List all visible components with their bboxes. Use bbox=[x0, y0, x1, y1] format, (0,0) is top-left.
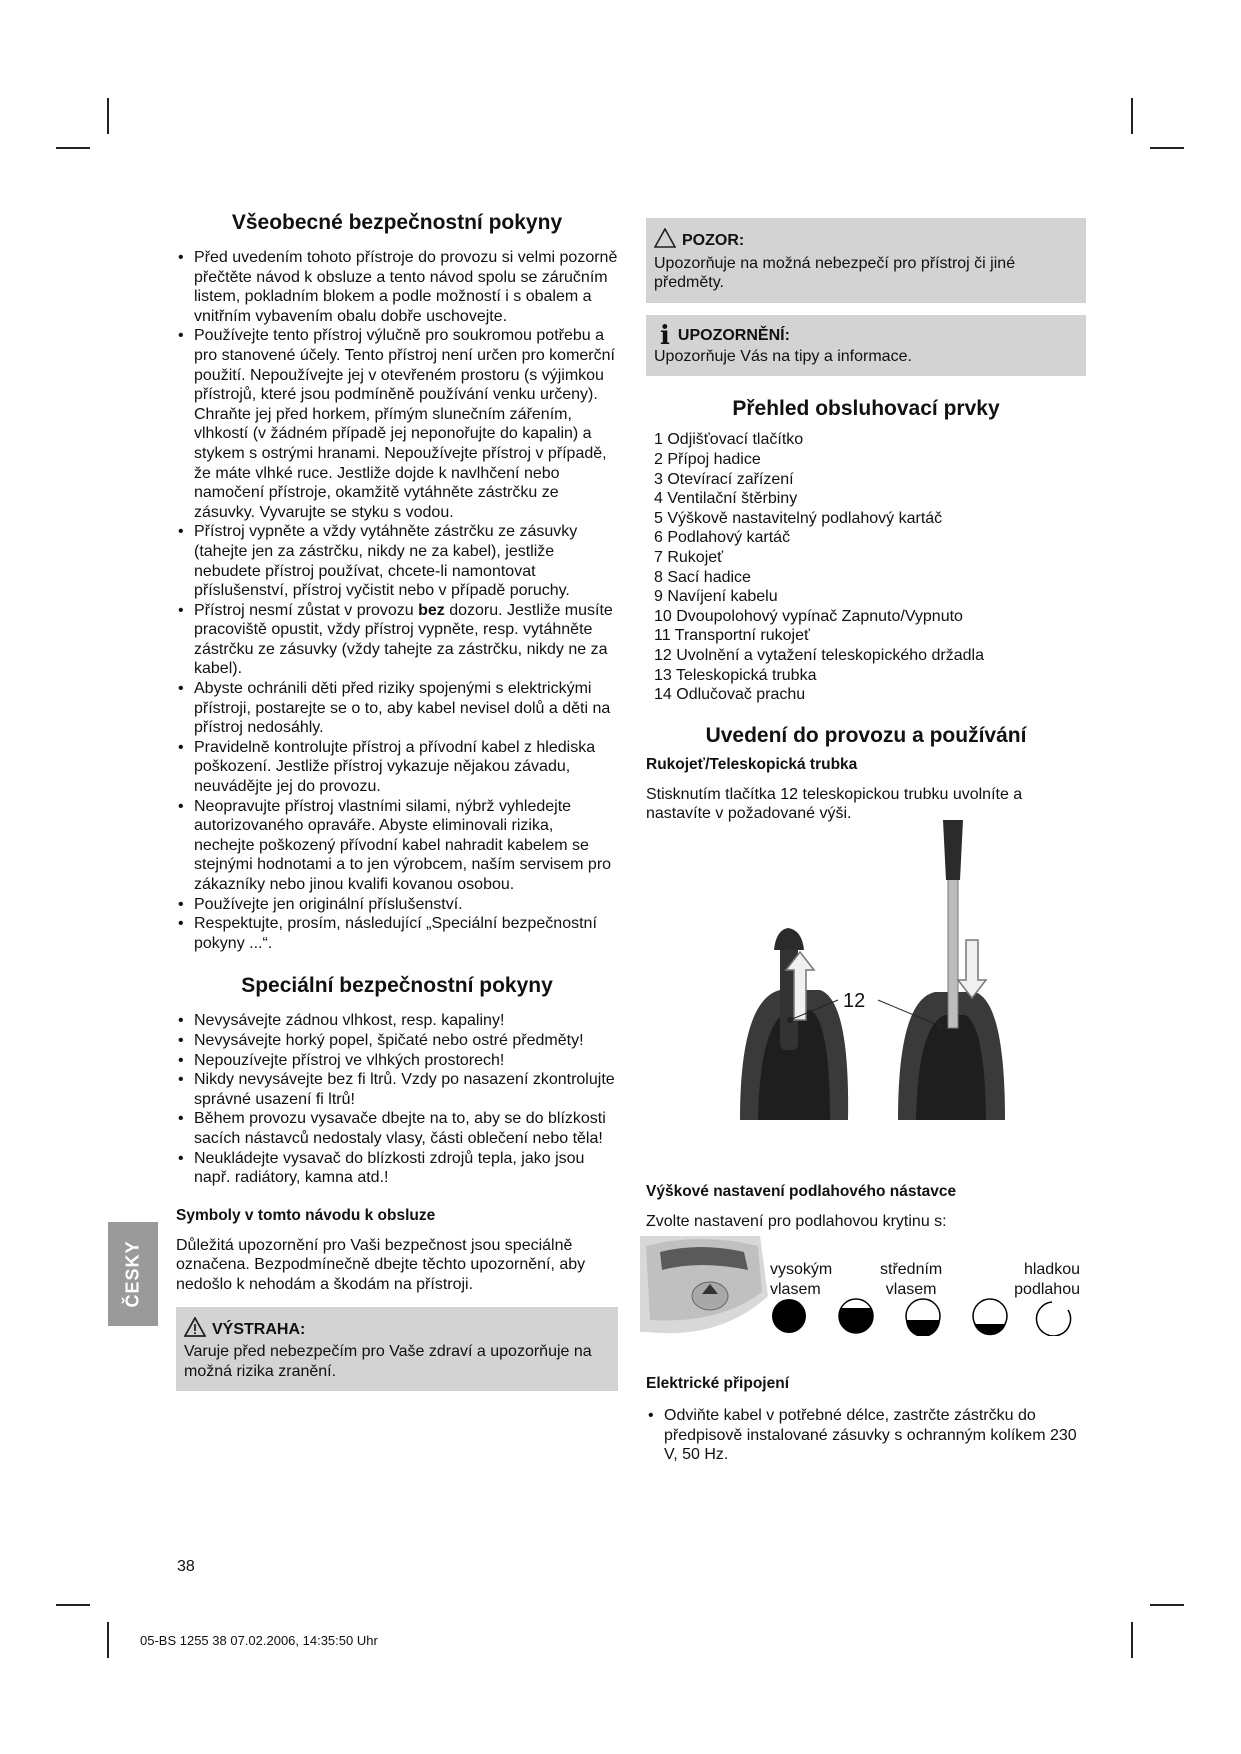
level-label: vlasem bbox=[770, 1281, 821, 1298]
list-item: 10 Dvoupolohový vypínač Zapnuto/Vypnuto bbox=[654, 607, 963, 625]
crop-mark bbox=[1131, 98, 1133, 134]
list-item: • Abyste ochránili děti před riziky spojenými s elektrickými přístroji, postarejte se o to, aby kabel nevisel dolů a děti na přístroj nedosáhly. bbox=[176, 679, 618, 738]
list-item: • Odviňte kabel v potřebné délce, zastrčte zástrčku do předpisově instalované zásuvky s ochranným kolíkem 230 V, 50 Hz. bbox=[646, 1406, 1086, 1465]
crop-mark bbox=[56, 147, 90, 149]
height-heading: Výškové nastavení podlahového nástavce bbox=[646, 1183, 957, 1200]
right-column bbox=[646, 218, 1086, 824]
caution-text: Upozorňuje na možná nebezpečí pro přístroj či jiné předměty. bbox=[654, 254, 1016, 292]
special-safety-list bbox=[176, 1011, 618, 1187]
list-item: 12 Uvolnění a vytažení teleskopického držadla bbox=[654, 646, 984, 664]
warning-title-row bbox=[184, 1317, 610, 1343]
electric-list bbox=[646, 1406, 1086, 1465]
crop-mark bbox=[1150, 1604, 1184, 1606]
general-safety-title: Všeobecné bezpečnostní pokyny bbox=[231, 211, 563, 234]
list-item: • Nevysávejte zádnou vlhkost, resp. kapaliny! bbox=[176, 1011, 618, 1031]
handle-heading: Rukojeť/Teleskopická trubka bbox=[646, 755, 858, 773]
crop-mark bbox=[107, 98, 109, 134]
electric-section bbox=[646, 1374, 1086, 1465]
note-box bbox=[646, 315, 1086, 377]
list-item: • Před uvedením tohoto přístroje do provozu si velmi pozorně přečtěte návod k obsluze a tento návod spolu se záručním listem, pokladním blokem a podle možností i s obalem a vnitřním vybavením obalu dobře uschovejte. bbox=[176, 248, 618, 326]
item-bold: bez bbox=[418, 601, 445, 619]
caution-title-row bbox=[654, 228, 1078, 254]
warning-triangle-icon bbox=[184, 1317, 206, 1343]
general-safety-list bbox=[176, 248, 618, 953]
crop-mark bbox=[56, 1604, 90, 1606]
symbols-text: Důležitá upozornění pro Vaši bezpečnost jsou speciálně označena. Bezpodmínečně dbejte těchto upozornění, aby nedošlo k nehodám a škodám na přístroji. bbox=[176, 1236, 586, 1293]
list-item: 1 Odjišťovací tlačítko bbox=[654, 431, 804, 449]
special-safety-title: Speciální bezpečnostní pokyny bbox=[241, 974, 553, 998]
language-tab-label: ČESKY bbox=[122, 1240, 143, 1308]
warning-text: Varuje před nebezpečím pro Vaše zdraví a upozorňuje na možná rizika zranění. bbox=[184, 1343, 592, 1380]
height-section bbox=[646, 1182, 1086, 1232]
level-label: podlahou bbox=[1014, 1281, 1080, 1298]
callout-number: 12 bbox=[843, 990, 866, 1012]
controls-title: Přehled obsluhovací prvky bbox=[732, 397, 1000, 421]
note-title: UPOZORNĚNÍ: bbox=[677, 326, 790, 344]
caution-box bbox=[646, 218, 1086, 303]
crop-mark bbox=[107, 1622, 109, 1658]
floor-setting-panel bbox=[640, 1236, 1080, 1336]
level-label: hladkou bbox=[1023, 1261, 1080, 1278]
list-item: 2 Přípoj hadice bbox=[654, 450, 761, 468]
electric-heading: Elektrické připojení bbox=[646, 1375, 789, 1392]
warning-title: VÝSTRAHA: bbox=[212, 1320, 306, 1338]
crop-mark bbox=[1150, 147, 1184, 149]
list-item bbox=[176, 601, 618, 679]
level-medium bbox=[880, 1260, 942, 1300]
warning-box bbox=[176, 1307, 618, 1392]
list-item: 4 Ventilační štěrbiny bbox=[654, 490, 798, 508]
handle-text: Stisknutím tlačítka 12 teleskopickou trubku uvolníte a nastavíte v požadované výši. bbox=[646, 785, 1023, 823]
print-footer: 05-BS 1255 38 07.02.2006, 14:35:50 Uhr bbox=[140, 1633, 378, 1648]
level-label: středním bbox=[880, 1261, 943, 1278]
list-item: • Používejte jen originální příslušenství. bbox=[176, 895, 618, 915]
page-number: 38 bbox=[177, 1558, 195, 1575]
level-high bbox=[770, 1260, 832, 1300]
controls-list bbox=[646, 430, 1086, 704]
list-item: • Neopravujte přístroj vlastními silami, nýbrž vyhledejte autorizovaného opraváře. Abyste eliminovali rizika, nechejte poškozený přívodní kabel nahradit kabelem se stejnými hodnotami a to jen výrobcem, naším servisem pro zákazníky nebo jinou kvalifi kovanou osobou. bbox=[176, 797, 618, 895]
usage-title: Uvedení do provozu a používání bbox=[705, 723, 1027, 747]
list-item: 6 Podlahový kartáč bbox=[654, 529, 791, 547]
level-smooth bbox=[1002, 1260, 1080, 1300]
item-text: Přístroj nesmí zůstat v provozu bbox=[194, 601, 419, 619]
list-item: 14 Odlučovač prachu bbox=[654, 686, 806, 704]
list-item: • Používejte tento přístroj výlučně pro soukromou potřebu a pro stanovené účely. Tento přístroj není určen pro komerční použití. Nepoužívejte jej v otevřeném prostoru (s výjimkou přístrojů, které jsou podmíněně používání venku určeny). Chraňte jej před horkem, přímým slunečním zářením, vlhkostí (v žádném případě jej neponořujte do kapalin) a stykem s ostrými hranami. Nepoužívejte přístroj v případě, že máte vlhké ruce. Jestliže dojde k navlhčení nebo namočení přístroje, okamžitě vytáhněte zástrčku ze zásuvky. Vyvarujte se styku s vodou. bbox=[176, 326, 618, 522]
list-item: • Přístroj vypněte a vždy vytáhněte zástrčku ze zásuvky (tahejte jen za zástrčku, nikdy ne za kabel), jestliže nebudete přístroj používat, chcete-li namontovat příslušenství, přístroj vyčistit nebo v případě poruchy. bbox=[176, 522, 618, 600]
height-text: Zvolte nastavení pro podlahovou krytinu s: bbox=[646, 1213, 947, 1230]
note-text: Upozorňuje Vás na tipy a informace. bbox=[654, 347, 912, 365]
list-item: • Pravidelně kontrolujte přístroj a přívodní kabel z hlediska poškození. Jestliže přístroj vykazuje nějakou závadu, neuvádějte jej do provozu. bbox=[176, 738, 618, 797]
level-label: vysokým bbox=[770, 1261, 833, 1278]
telescopic-tube-illustration bbox=[730, 820, 1030, 1160]
list-item: • Respektujte, prosím, následující „Speciální bezpečnostní pokyny ...“. bbox=[176, 914, 618, 953]
list-item: 7 Rukojeť bbox=[654, 548, 724, 566]
list-item: 8 Sací hadice bbox=[654, 568, 751, 586]
list-item: • Nepouzívejte přístroj ve vlhkých prostorech! bbox=[176, 1051, 618, 1071]
crop-mark bbox=[1131, 1622, 1133, 1658]
language-tab bbox=[108, 1222, 158, 1326]
list-item: 9 Navíjení kabelu bbox=[654, 588, 778, 606]
list-item: 3 Otevírací zařízení bbox=[654, 470, 794, 488]
list-item: • Nikdy nevysávejte bez fi ltrů. Vzdy po nasazení zkontrolujte správné usazení fi ltrů! bbox=[176, 1070, 618, 1109]
caution-triangle-icon bbox=[654, 228, 676, 254]
list-item: 13 Teleskopická trubka bbox=[654, 666, 817, 684]
list-item: • Během provozu vysavače dbejte na to, aby se do blízkosti sacích nástavců nedostaly vlasy, části oblečení nebo těla! bbox=[176, 1109, 618, 1148]
list-item: • Nevysávejte horký popel, špičaté nebo ostré předměty! bbox=[176, 1031, 618, 1051]
list-item: • Neukládejte vysavač do blízkosti zdrojů tepla, jako jsou např. radiátory, kamna atd.! bbox=[176, 1149, 618, 1188]
info-icon: i bbox=[660, 320, 670, 351]
list-item: 11 Transportní rukojeť bbox=[654, 627, 811, 645]
note-title-row bbox=[654, 320, 1078, 351]
item-text: dozoru. Jestliže musíte pracoviště opustit, vždy přístroj vypněte, resp. vytáhněte zástrčku ze zásuvky (vždy tahejte za zástrčku, nikdy ne za kabel). bbox=[194, 601, 613, 678]
left-column bbox=[176, 210, 618, 1391]
list-item: 5 Výškově nastavitelný podlahový kartáč bbox=[654, 509, 943, 527]
symbols-heading: Symboly v tomto návodu k obsluze bbox=[176, 1206, 436, 1224]
level-label: vlasem bbox=[885, 1281, 937, 1298]
caution-title: POZOR: bbox=[682, 232, 745, 249]
